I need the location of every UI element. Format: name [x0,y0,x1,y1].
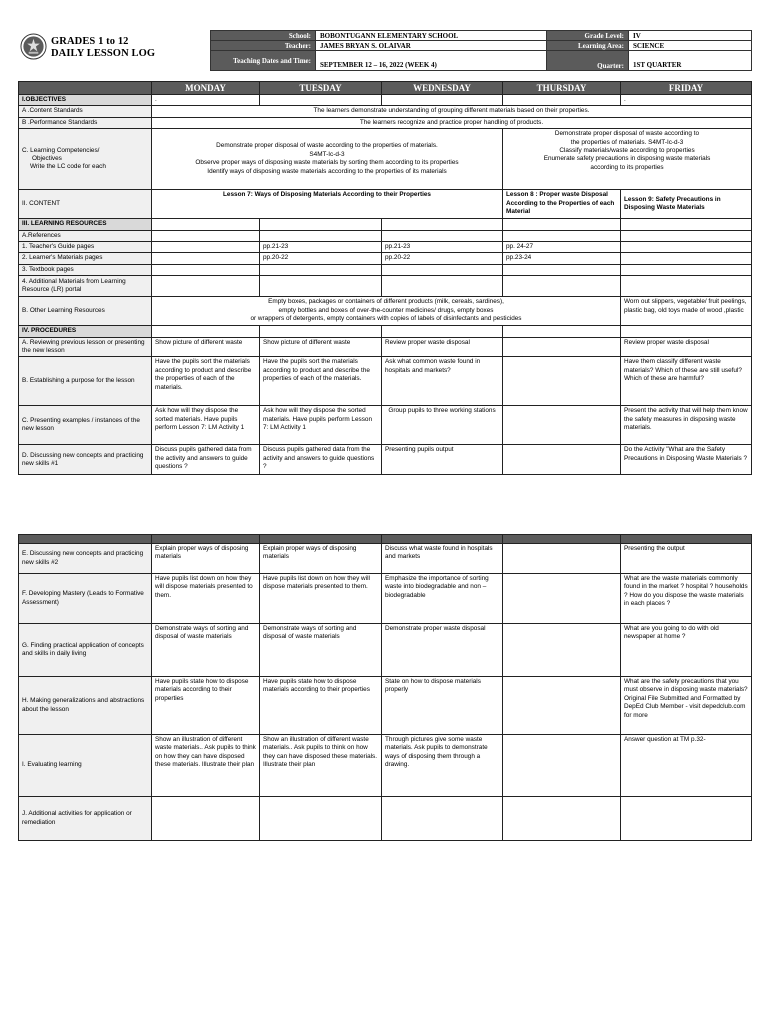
title-line-1: GRADES 1 to 12 [51,36,129,47]
procedure-b-tuesday: Have the pupils sort the materials according to product and describe the properties of each of the materials. [260,357,382,406]
references-label: A.References [19,230,152,241]
procedure-c-tuesday: Ask how will they dispose the sorted materials. Have pupils perform Lesson 7: LM Activity 1 [260,406,382,445]
empty-cell [621,276,752,297]
performance-standards-label: B .Performance Standards [19,117,152,128]
procedure-e-wednesday: Discuss what waste found in hospitals and markets [382,544,503,574]
procedure-i-friday: Answer question at TM p.32- [621,735,752,797]
procedure-j-label: J. Additional activities for application or remediation [19,797,152,841]
other-resources-mon-thu [152,297,621,326]
competency-line: Demonstrate proper disposal of waste according to [554,130,700,138]
procedure-a-tuesday: Show picture of different waste [260,337,382,357]
empty-cell [621,230,752,241]
procedure-a-monday: Show picture of different waste [152,337,260,357]
empty-cell [503,219,621,230]
other-resources-line: or wrappers of detergents, empty containers with copies of labels of disinfectants and pesticides [250,315,522,323]
procedure-h-label: H. Making generalizations and abstractions about the lesson [19,677,152,735]
content-standards-label: A .Content Standards [19,106,152,117]
procedure-e-friday: Presenting the output [621,544,752,574]
competencies-thu-fri [503,129,752,190]
empty-cell [503,677,621,735]
competency-line: Demonstrate proper disposal of waste according to the properties of materials. [216,142,438,150]
content-label: II. CONTENT [19,190,152,219]
empty-cell [621,253,752,264]
other-resources-line: Empty boxes, packages or containers of different products (milk, cereals, sardines), [268,298,504,306]
area-label: Learning Area: [547,41,629,51]
performance-standards-text: The learners recognize and practice proper handling of products. [152,117,752,128]
lesson-8-title: Lesson 8 : Proper waste Disposal According to the Properties of each Material [503,190,621,219]
procedure-a-label: A. Reviewing previous lesson or presenting the new lesson [19,337,152,357]
empty-cell [382,219,503,230]
procedure-c-wednesday: Group pupils to three working stations [382,406,503,445]
teachers-guide-tuesday: pp.21-23 [260,242,382,253]
competency-line: according to its properties [590,163,664,171]
procedure-e-monday: Explain proper ways of disposing materials [152,544,260,574]
quarter-value: 1ST QUARTER [629,51,752,71]
empty-cell [503,797,621,841]
header-blank-cell [382,535,503,544]
grade-value: IV [629,31,752,41]
empty-cell [621,326,752,337]
deped-seal-icon [20,33,47,60]
procedure-d-friday: Do the Activity "What are the Safety Precautions in Disposing Waste Materials ? [621,445,752,475]
procedure-d-tuesday: Discuss pupils gathered data from the activity and answers to guide questions ? [260,445,382,475]
empty-cell [152,230,260,241]
procedures-label: IV. PROCEDURES [19,326,152,337]
empty-cell [152,264,260,275]
procedure-g-monday: Demonstrate ways of sorting and disposal of waste materials [152,624,260,677]
other-resources-line: empty bottles and boxes of over-the-counter medicines/ drugs, empty boxes [278,306,494,314]
empty-cell [152,326,260,337]
empty-cell [503,357,621,406]
procedure-f-tuesday: Have pupils list down on how they will dispose materials presented to them. [260,574,382,624]
teacher-label: Teacher: [211,41,316,51]
learners-materials-thursday: pp.23-24 [503,253,621,264]
additional-materials-label: 4. Additional Materials from Learning Resource (LR) portal [19,276,152,297]
header-blank-cell [503,535,621,544]
content-standards-text: The learners demonstrate understanding of grouping different materials based on their properties. [152,106,752,117]
other-resources-friday: Worn out slippers, vegetable/ fruit peelings, plastic bag, old toys made of wood ,plastic [621,297,752,326]
procedure-d-label: D. Discussing new concepts and practicing new skills #1 [19,445,152,475]
empty-cell [503,544,621,574]
teachers-guide-label: 1. Teacher's Guide pages [19,242,152,253]
competencies-label-3: Write the LC code for each [30,163,106,171]
procedure-b-wednesday: Ask what common waste found in hospitals and markets? [382,357,503,406]
school-label: School: [211,31,316,41]
lesson-7-title: Lesson 7: Ways of Disposing Materials According to their Properties [152,190,503,219]
header-blank-cell [19,82,152,95]
info-table-left [210,30,547,71]
competency-line: Identify ways of disposing waste materials according to the properties of its materials [207,167,447,175]
teacher-value: JAMES BRYAN S. OLAIVAR [316,41,547,51]
lesson-log-table-bottom [18,534,752,841]
header-blank-cell [152,535,260,544]
empty-cell [503,95,621,106]
procedure-f-wednesday: Emphasize the importance of sorting waste into biodegradable and non –biodegradable [382,574,503,624]
procedure-i-monday: Show an illustration of different waste materials.. Ask pupils to think on how they can have disposed these materials. Illustrate their plan [152,735,260,797]
procedure-g-friday: What are you going to do with old newspaper at home ? [621,624,752,677]
empty-cell [621,264,752,275]
empty-cell [621,797,752,841]
empty-cell [382,264,503,275]
empty-cell [260,797,382,841]
competencies-label-2: Objectives [32,155,62,163]
empty-cell [382,326,503,337]
empty-cell [382,95,503,106]
empty-cell [260,95,382,106]
learners-materials-label: 2. Learner's Materials pages [19,253,152,264]
document-title [51,36,155,60]
empty-cell [503,230,621,241]
procedure-i-tuesday: Show an illustration of different waste materials.. Ask pupils to think on how they can have disposed these materials. Illustrate their plan [260,735,382,797]
textbook-label: 3. Textbook pages [19,264,152,275]
procedure-c-friday: Present the activity that will help them know the safety measures in disposing waste materials. [621,406,752,445]
procedure-e-label: E. Discussing new concepts and practicing new skills #2 [19,544,152,574]
lesson-log-table-top [18,81,752,475]
empty-cell [260,276,382,297]
empty-cell [260,230,382,241]
quarter-label: Quarter: [547,51,629,71]
empty-cell [621,219,752,230]
procedure-g-wednesday: Demonstrate proper waste disposal [382,624,503,677]
competency-line: Classify materials/waste according to properties [559,147,695,155]
empty-cell [152,797,260,841]
competency-line: Observe proper ways of disposing waste materials by sorting them according to its properties [195,159,459,167]
header-blank-cell [621,535,752,544]
procedure-g-label: G. Finding practical application of concepts and skills in daily living [19,624,152,677]
empty-cell [621,242,752,253]
procedure-h-friday: What are the safety precautions that you must observe in disposing waste materials? Original File Submitted and Formatted by DepEd Club Member - visit depedclub.com for more [621,677,752,735]
procedure-i-label: I. Evaluating learning [19,735,152,797]
empty-cell [152,253,260,264]
objectives-friday: . [621,95,752,106]
info-table-right [546,30,752,71]
grade-label: Grade Level: [547,31,629,41]
learning-resources-label: III. LEARNING RESOURCES [19,219,152,230]
empty-cell [503,326,621,337]
empty-cell [503,406,621,445]
empty-cell [503,337,621,357]
teachers-guide-wednesday: pp.21-23 [382,242,503,253]
procedure-f-monday: Have pupils list down on how they will dispose materials presented to them. [152,574,260,624]
competencies-label [19,129,152,190]
procedure-c-label: C. Presenting examples / instances of the new lesson [19,406,152,445]
day-header: WEDNESDAY [382,82,503,95]
objectives-label: I.OBJECTIVES [19,95,152,106]
procedure-d-wednesday: Presenting pupils output [382,445,503,475]
school-value: BOBONTUGANN ELEMENTARY SCHOOL [316,31,547,41]
procedure-h-wednesday: State on how to dispose materials properly [382,677,503,735]
procedure-f-friday: What are the waste materials commonly found in the market ? hospital ? households ? How do you dispose the waste materials in each places ? [621,574,752,624]
procedure-g-tuesday: Demonstrate ways of sorting and disposal of waste materials [260,624,382,677]
dates-label: Teaching Dates and Time: [211,51,316,71]
teachers-guide-thursday: pp. 24-27 [503,242,621,253]
empty-cell [503,574,621,624]
empty-cell [503,276,621,297]
empty-cell [382,230,503,241]
learners-materials-wednesday: pp.20-22 [382,253,503,264]
objectives-monday: . [152,95,260,106]
day-header: MONDAY [152,82,260,95]
procedure-c-monday: Ask how will they dispose the sorted materials. Have pupils perform Lesson 7: LM Activity 1 [152,406,260,445]
procedure-h-monday: Have pupils state how to dispose materials according to their properties [152,677,260,735]
empty-cell [503,735,621,797]
empty-cell [152,276,260,297]
empty-cell [152,219,260,230]
procedure-a-friday: Review proper waste disposal [621,337,752,357]
competency-code: S4MT-Ic-d-3 [309,150,345,158]
procedure-b-label: B. Establishing a purpose for the lesson [19,357,152,406]
title-line-2: DAILY LESSON LOG [51,48,156,59]
procedure-b-friday: Have them classify different waste materials? Which of these are still useful? Which of these are harmful? [621,357,752,406]
day-header: FRIDAY [621,82,752,95]
other-resources-label: B. Other Learning Resources [19,297,152,326]
empty-cell [260,326,382,337]
empty-cell [382,276,503,297]
procedure-i-wednesday: Through pictures give some waste materials. Ask pupils to demonstrate ways of disposing them through a drawing. [382,735,503,797]
empty-cell [503,445,621,475]
competencies-label-1: C. Learning Competencies/ [22,146,100,154]
lesson-9-title: Lesson 9: Safety Precautions in Disposing Waste Materials [621,190,752,219]
procedure-e-tuesday: Explain proper ways of disposing materials [260,544,382,574]
procedure-h-tuesday: Have pupils state how to dispose materials according to their properties [260,677,382,735]
area-value: SCIENCE [629,41,752,51]
competencies-mon-wed [152,129,503,190]
learners-materials-tuesday: pp.20-22 [260,253,382,264]
empty-cell [152,242,260,253]
day-header: TUESDAY [260,82,382,95]
empty-cell [260,264,382,275]
procedure-d-monday: Discuss pupils gathered data from the activity and answers to guide questions ? [152,445,260,475]
competency-line: Enumerate safety precautions in disposing waste materials [543,155,711,163]
day-header: THURSDAY [503,82,621,95]
empty-cell [382,797,503,841]
header-blank-cell [19,535,152,544]
procedure-a-wednesday: Review proper waste disposal [382,337,503,357]
header-blank-cell [260,535,382,544]
procedure-b-monday: Have the pupils sort the materials according to product and describe the properties of each of the materials. [152,357,260,406]
procedure-f-label: F. Developing Mastery (Leads to Formative Assessment) [19,574,152,624]
empty-cell [503,264,621,275]
empty-cell [503,624,621,677]
empty-cell [260,219,382,230]
dates-value: SEPTEMBER 12 – 16, 2022 (WEEK 4) [316,51,547,71]
competency-line: the properties of materials. S4MT-Ic-d-3 [570,138,684,146]
